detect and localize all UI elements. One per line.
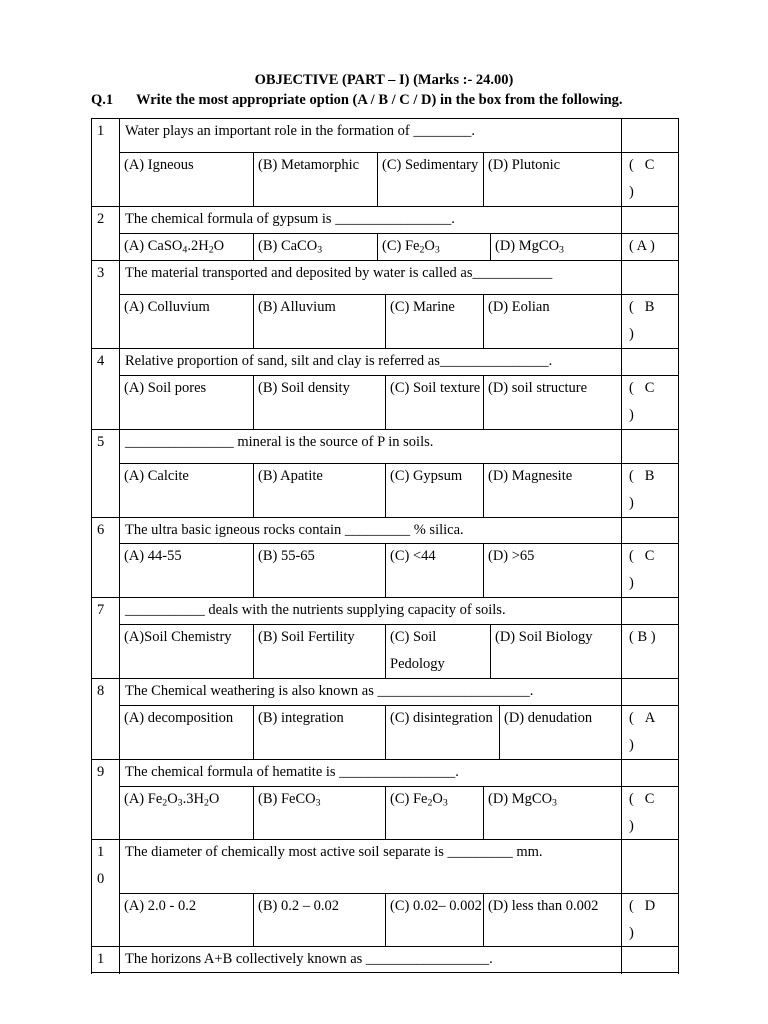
- option-b: (B) integration: [258, 710, 344, 726]
- option-b: (B) Soil density: [258, 380, 350, 396]
- option-b: (B) Metamorphic: [258, 157, 360, 173]
- question-number-cell: 6: [97, 522, 105, 538]
- answer-letter: B: [644, 468, 655, 484]
- table-rule: [621, 839, 622, 947]
- table-rule: [91, 678, 92, 760]
- answer-letter: B: [644, 299, 655, 315]
- question-number-cell: 2: [97, 211, 105, 227]
- option-d: (D) Soil Biology: [495, 629, 593, 645]
- table-rule: [621, 759, 622, 840]
- table-rule: [621, 597, 622, 679]
- option-c: (C) $Fe_2O_3$: [382, 238, 440, 256]
- question-text: The chemical formula of hematite is ________________.: [125, 764, 459, 780]
- question-number-cell: 8: [97, 683, 105, 699]
- table-rule: [678, 759, 679, 840]
- option-c: (C) disintegration: [390, 710, 493, 726]
- question-text: The diameter of chemically most active soil separate is _________ mm.: [125, 844, 543, 860]
- question-number-cell: 5: [97, 434, 105, 450]
- answer-box[interactable]: ( C ): [629, 791, 655, 834]
- question-text: The horizons A+B collectively known as _________________.: [125, 951, 493, 967]
- answer-letter: B: [637, 629, 648, 645]
- table-rule: [621, 946, 622, 974]
- table-rule: [91, 429, 92, 518]
- answer-box[interactable]: ( B ): [629, 468, 655, 511]
- question-number-cell: 4: [97, 353, 105, 369]
- option-c: (C) Soil Pedology: [390, 629, 445, 672]
- question-instruction: [91, 92, 623, 109]
- option-d: (D) MgCO$_3$: [488, 791, 557, 809]
- table-rule: [91, 348, 92, 430]
- option-a: (A) Soil pores: [124, 380, 207, 396]
- option-d: (D) denudation: [504, 710, 593, 726]
- answer-box[interactable]: ( C ): [629, 157, 655, 200]
- answer-letter: A: [644, 710, 656, 726]
- table-rule: [621, 517, 622, 598]
- option-c: (C) <44: [390, 548, 436, 564]
- option-a: (A)Soil Chemistry: [124, 629, 232, 645]
- table-rule: [91, 517, 92, 598]
- table-rule: [678, 348, 679, 430]
- answer-box[interactable]: ( A ): [629, 238, 655, 254]
- option-d: (D) less than 0.002: [488, 898, 599, 914]
- option-b: (B) 55-65: [258, 548, 315, 564]
- table-rule: [678, 678, 679, 760]
- answer-box[interactable]: ( B ): [629, 299, 655, 342]
- table-rule: [621, 348, 622, 430]
- question-number-cell: 9: [97, 764, 105, 780]
- option-b: (B) Soil Fertility: [258, 629, 355, 645]
- table-rule: [678, 597, 679, 679]
- table-rule: [91, 946, 92, 974]
- table-rule: [621, 429, 622, 518]
- table-rule: [678, 429, 679, 518]
- option-a: (A) $CaSO_4.2H_2O$: [124, 238, 225, 256]
- instruction-text: Write the most appropriate option (A / B / C / D) in the box from the following.: [136, 92, 623, 108]
- question-text: Relative proportion of sand, silt and clay is referred as_______________.: [125, 353, 553, 369]
- option-c: (C) Sedimentary: [382, 157, 479, 173]
- table-rule: [621, 678, 622, 760]
- answer-letter: A: [636, 238, 647, 254]
- answer-box[interactable]: ( C ): [629, 548, 655, 591]
- table-rule: [621, 118, 622, 207]
- option-a: (A) $Fe_2O_3.3H_2O$: [124, 791, 220, 809]
- question-number: Q.1: [91, 92, 114, 108]
- question-number-cell: 1: [97, 123, 105, 139]
- option-b: (B) FeCO$_3$: [258, 791, 321, 809]
- option-d: (D) >65: [488, 548, 535, 564]
- question-text: The chemical formula of gypsum is ________________.: [125, 211, 455, 227]
- question-text: ___________ deals with the nutrients supplying capacity of soils.: [125, 602, 506, 618]
- option-c: (C) 0.02– 0.002: [390, 898, 482, 914]
- option-b: (B) 0.2 – 0.02: [258, 898, 339, 914]
- option-b: (B) Alluvium: [258, 299, 336, 315]
- option-a: (A) Colluvium: [124, 299, 210, 315]
- table-rule: [678, 118, 679, 207]
- option-c: (C) Soil texture: [390, 380, 481, 396]
- question-number-cell: 1: [97, 951, 105, 967]
- question-text: The Chemical weathering is also known as _____________________.: [125, 683, 534, 699]
- option-c: (C) $Fe_2O_3$: [390, 791, 448, 809]
- answer-letter: C: [644, 157, 655, 173]
- answer-box[interactable]: ( C ): [629, 380, 655, 423]
- question-text: _______________ mineral is the source of P in soils.: [125, 434, 434, 450]
- option-b: (B) Apatite: [258, 468, 323, 484]
- table-rule: [91, 972, 679, 973]
- table-rule: [621, 260, 622, 349]
- table-rule: [91, 118, 92, 207]
- option-d: (D) MgCO$_3$: [495, 238, 564, 256]
- table-rule: [119, 946, 120, 974]
- page-title: OBJECTIVE (PART – I) (Marks :- 24.00): [254, 72, 514, 88]
- question-number-cell: 10: [97, 844, 105, 887]
- table-rule: [678, 517, 679, 598]
- option-c: (C) Marine: [390, 299, 455, 315]
- table-rule: [678, 206, 679, 261]
- table-rule: [621, 206, 622, 261]
- option-d: (D) Plutonic: [488, 157, 561, 173]
- question-text: Water plays an important role in the formation of ________.: [125, 123, 475, 139]
- option-a: (A) decomposition: [124, 710, 234, 726]
- answer-box[interactable]: ( D ): [629, 898, 656, 941]
- option-a: (A) 44-55: [124, 548, 182, 564]
- option-a: (A) Igneous: [124, 157, 194, 173]
- answer-letter: C: [644, 548, 655, 564]
- table-rule: [678, 946, 679, 974]
- table-rule: [91, 597, 92, 679]
- option-c: (C) Gypsum: [390, 468, 463, 484]
- option-a: (A) Calcite: [124, 468, 189, 484]
- question-number-cell: 7: [97, 602, 105, 618]
- answer-letter: C: [644, 380, 655, 396]
- question-number-cell: 3: [97, 265, 105, 281]
- option-b: (B) CaCO$_3$: [258, 238, 323, 256]
- table-rule: [91, 759, 92, 840]
- option-a: (A) 2.0 - 0.2: [124, 898, 197, 914]
- table-rule: [91, 206, 92, 261]
- table-rule: [91, 839, 92, 947]
- answer-box[interactable]: ( B ): [629, 629, 656, 645]
- option-d: (D) soil structure: [488, 380, 588, 396]
- table-rule: [91, 260, 92, 349]
- answer-box[interactable]: ( A ): [629, 710, 656, 753]
- option-d: (D) Magnesite: [488, 468, 573, 484]
- option-d: (D) Eolian: [488, 299, 550, 315]
- question-text: The material transported and deposited by water is called as___________: [125, 265, 553, 281]
- question-text: The ultra basic igneous rocks contain _________ % silica.: [125, 522, 464, 538]
- table-rule: [678, 839, 679, 947]
- answer-letter: D: [644, 898, 656, 914]
- table-rule: [678, 260, 679, 349]
- answer-letter: C: [644, 791, 655, 807]
